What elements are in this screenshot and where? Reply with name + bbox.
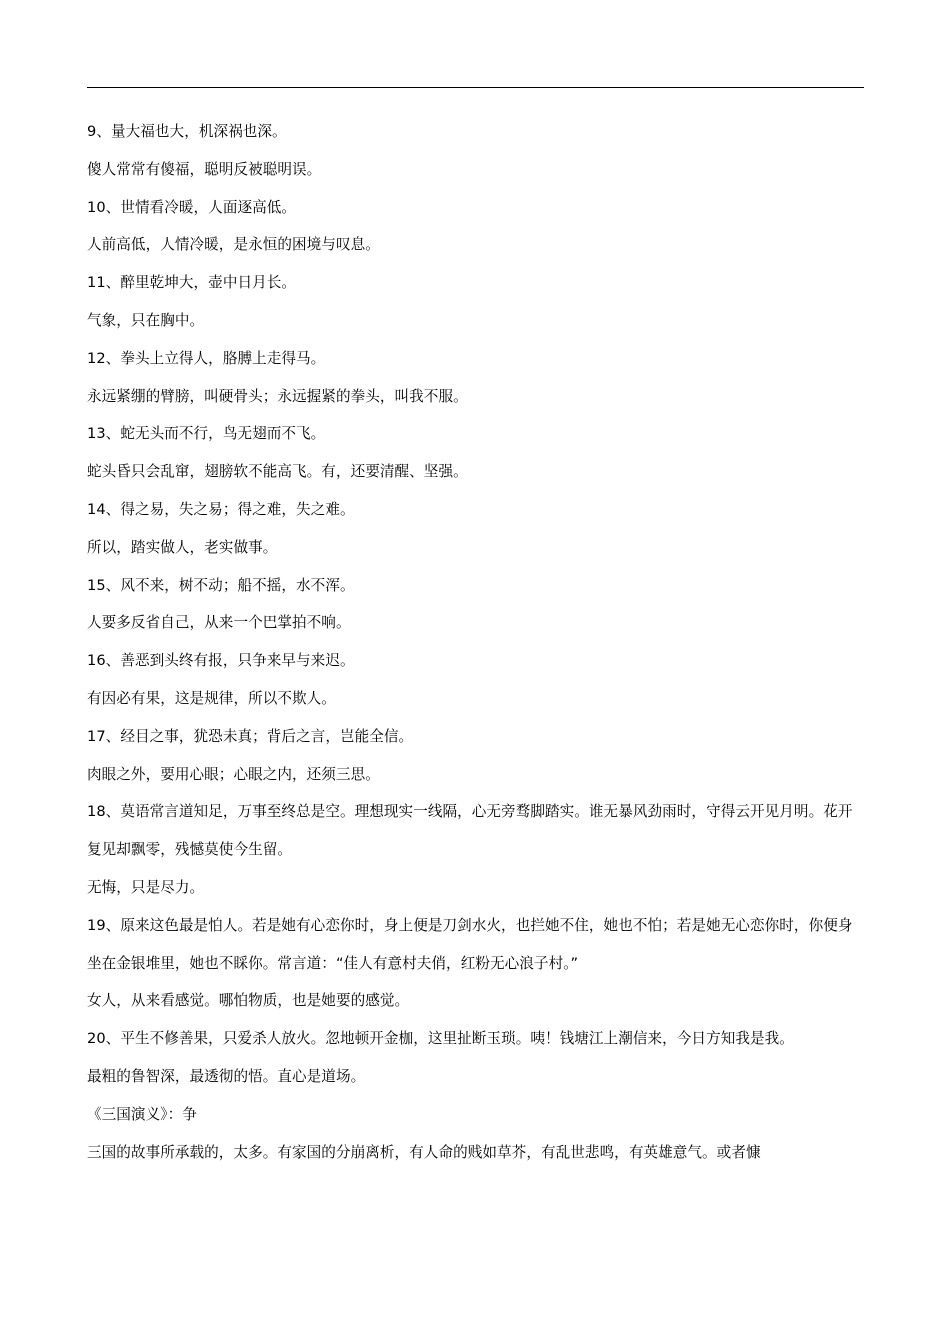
paragraph: 所以，踏实做人，老实做事。 [87, 538, 278, 556]
paragraph: 10、世情看冷暖，人面逐高低。 [87, 198, 297, 216]
paragraph: 女人，从来看感觉。哪怕物质，也是她要的感觉。 [87, 992, 410, 1010]
paragraph: 20、平生不修善果，只爱杀人放火。忽地顿开金枷，这里扯断玉琐。咦！钱塘江上潮信来，今日方知我是我。 [87, 1030, 794, 1048]
paragraph: 人前高低，人情冷暖，是永恒的困境与叹息。 [87, 236, 380, 254]
paragraph: 12、拳头上立得人，胳膊上走得马。 [87, 349, 326, 367]
paragraph: 9、量大福也大，机深祸也深。 [87, 123, 287, 140]
paragraph: 三国的故事所承载的，太多。有家国的分崩离析，有人命的贱如草芥，有乱世悲鸣，有英雄意气。或者慷 [87, 1143, 761, 1161]
paragraph: 无悔，只是尽力。 [87, 878, 205, 896]
paragraph: 13、蛇无头而不行，鸟无翅而不飞。 [87, 425, 326, 443]
header-rule [87, 87, 864, 88]
document-body [87, 113, 867, 1171]
paragraph: 18、莫语常言道知足，万事至终总是空。理想现实一线隔，心无旁骛脚踏实。谁无暴风劲雨时，守得云开见月明。花开复见却飘零，残憾莫使今生留。 [87, 803, 853, 859]
paragraph: 16、善恶到头终有报，只争来早与来迟。 [87, 652, 355, 670]
paragraph: 有因必有果，这是规律，所以不欺人。 [87, 689, 336, 707]
paragraph: 气象，只在胸中。 [87, 311, 205, 329]
paragraph: 肉眼之外，要用心眼；心眼之内，还须三思。 [87, 765, 380, 783]
paragraph: 19、原来这色最是怕人。若是她有心恋你时，身上便是刀剑水火，也拦她不住，她也不怕；若是她无心恋你时，你便身坐在金银堆里，她也不睬你。常言道：“佳人有意村夫俏，红粉无心浪子村。” [87, 916, 853, 972]
paragraph: 永远紧绷的臂膀，叫硬骨头；永远握紧的拳头，叫我不服。 [87, 387, 468, 405]
section-heading: 《三国演义》：争 [87, 1105, 197, 1123]
paragraph: 11、醉里乾坤大，壶中日月长。 [87, 274, 297, 292]
paragraph: 14、得之易，失之易；得之难，失之难。 [87, 500, 355, 518]
paragraph: 人要多反省自己，从来一个巴掌拍不响。 [87, 614, 351, 632]
paragraph: 最粗的鲁智深，最透彻的悟。直心是道场。 [87, 1067, 366, 1085]
paragraph: 15、风不来，树不动；船不摇，水不浑。 [87, 576, 355, 594]
paragraph: 傻人常常有傻福，聪明反被聪明误。 [87, 160, 322, 178]
paragraph: 蛇头昏只会乱窜，翅膀软不能高飞。有，还要清醒、坚强。 [87, 463, 468, 481]
paragraph: 17、经目之事，犹恐未真；背后之言，岂能全信。 [87, 727, 414, 745]
